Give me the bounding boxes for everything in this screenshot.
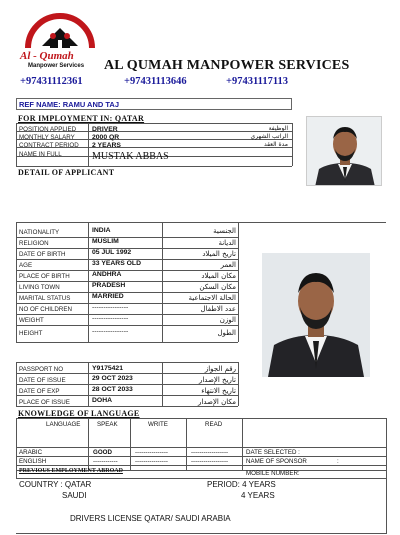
phone-3: +97431117113 — [226, 76, 288, 87]
marital-value: MARRIED — [92, 293, 124, 300]
issue-date-label: DATE OF ISSUE — [19, 377, 66, 384]
prev-country: COUNTRY : QATAR — [19, 480, 92, 489]
dob-value: 05 JUL 1992 — [92, 249, 132, 256]
company-logo — [20, 12, 100, 70]
nationality-label: NATIONALITY — [19, 229, 60, 236]
lang-arabic-read: ------------------ — [191, 449, 229, 456]
nationality-value: INDIA — [92, 227, 111, 234]
sponsor-colon: : — [337, 458, 339, 465]
pob-ar: مكان الميلاد — [201, 272, 236, 280]
salary-value: 2000 QR — [92, 134, 120, 141]
pob-value: ANDHRA — [92, 271, 122, 278]
lang-arabic-write: ---------------- — [135, 449, 168, 456]
children-ar: عدد الاطفال — [200, 305, 236, 313]
mobile-number-label: MOBILE NUMBER: — [246, 470, 300, 477]
passport-no-ar: رقم الجواز — [204, 365, 236, 373]
position-value: DRIVER — [92, 126, 118, 133]
position-ar: الوظيفة — [268, 125, 288, 132]
contract-label: CONTRACT PERIOD — [19, 142, 79, 149]
language-heading: KNOWLEDGE OF LANGUAGE — [18, 409, 140, 418]
lang-header-read: READ — [205, 421, 223, 428]
previous-heading: PREVIOUS EMPLOYMENT ABROAD — [19, 468, 123, 474]
dob-label: DATE OF BIRTH — [19, 251, 66, 258]
phone-2: +97431113646 — [124, 76, 187, 87]
pob-label: PLACE OF BIRTH — [19, 273, 70, 280]
height-value: ---------------- — [92, 328, 129, 335]
employment-heading: FOR IMPLOYMENT IN: QATAR — [18, 114, 145, 123]
marital-label: MARITAL STATUS — [19, 295, 71, 302]
prev-country-2: SAUDI — [62, 491, 87, 500]
phone-1: +97431112361 — [20, 76, 83, 87]
logo-house-icon — [20, 12, 100, 52]
weight-label: WEIGHT — [19, 317, 44, 324]
religion-ar: الديانة — [218, 239, 236, 247]
lang-header-language: LANGUAGE — [46, 421, 81, 428]
applicant-photo-small — [306, 116, 382, 186]
marital-ar: الحالة الاجتماعية — [188, 294, 236, 302]
age-ar: العمر — [220, 261, 236, 269]
sponsor-name-label: NAME OF SPONSOR — [246, 458, 307, 465]
applicant-photo-large — [262, 253, 370, 377]
lang-arabic-speak: GOOD — [93, 449, 112, 456]
issue-place-ar: مكان الإصدار — [198, 398, 236, 406]
driver-license: DRIVERS LICENSE QATAR/ SAUDI ARABIA — [70, 514, 231, 523]
applicant-heading: DETAIL OF APPLICANT — [18, 168, 115, 177]
lang-english-read: ------------------ — [191, 458, 229, 465]
exp-date-value: 28 OCT 2033 — [92, 386, 133, 393]
lang-english: ENGLISH — [19, 458, 47, 465]
lang-english-speak: ------------ — [93, 458, 118, 465]
issue-date-value: 29 OCT 2023 — [92, 375, 133, 382]
town-value: PRADESH — [92, 282, 126, 289]
lang-header-speak: SPEAK — [97, 421, 118, 428]
prev-period-2: 4 YEARS — [241, 491, 275, 500]
children-value: ---------------- — [92, 304, 129, 311]
salary-ar: الراتب الشهري — [250, 133, 288, 140]
contract-value: 2 YEARS — [92, 142, 121, 149]
passport-no-label: PASSPORT NO — [19, 366, 64, 373]
age-label: AGE — [19, 262, 33, 269]
name-label: NAME IN FULL — [19, 151, 62, 158]
issue-place-value: DOHA — [92, 397, 113, 404]
age-value: 33 YEARS OLD — [92, 260, 141, 267]
name-value: MUSTAK ABBAS — [92, 151, 169, 162]
weight-value: ---------------- — [92, 315, 129, 322]
children-label: NO OF CHILDREN — [19, 306, 72, 313]
ref-name: REF NAME: RAMU AND TAJ — [19, 100, 119, 109]
weight-ar: الوزن — [219, 316, 236, 324]
logo-subtext: Manpower Services — [28, 63, 85, 69]
height-label: HEIGHT — [19, 330, 43, 337]
lang-header-write: WRITE — [148, 421, 168, 428]
passport-no-value: Y9175421 — [92, 365, 123, 372]
dob-ar: تاريخ الميلاد — [202, 250, 236, 258]
prev-period: PERIOD: 4 YEARS — [207, 480, 276, 489]
town-label: LIVING TOWN — [19, 284, 60, 291]
salary-label: MONTHLY SALARY — [19, 134, 75, 141]
company-name: AL QUMAH MANPOWER SERVICES — [104, 58, 350, 73]
issue-place-label: PLACE OF ISSUE — [19, 399, 70, 406]
height-ar: الطول — [217, 329, 236, 337]
lang-arabic: ARABIC — [19, 449, 43, 456]
issue-date-ar: تاريخ الإصدار — [198, 376, 236, 384]
position-label: POSITION APPLIED — [19, 126, 77, 133]
religion-value: MUSLIM — [92, 238, 119, 245]
logo-text: Al - Qumah — [20, 50, 74, 62]
contract-ar: مدة العقد — [264, 141, 288, 148]
date-selected-label: DATE SELECTED : — [246, 449, 300, 456]
town-ar: مكان السكن — [199, 283, 236, 291]
exp-date-label: DATE OF EXP — [19, 388, 60, 395]
nationality-ar: الجنسية — [213, 227, 236, 235]
lang-english-write: ---------------- — [135, 458, 168, 465]
religion-label: RELIGION — [19, 240, 49, 247]
exp-date-ar: تاريخ الانتهاء — [201, 387, 236, 395]
